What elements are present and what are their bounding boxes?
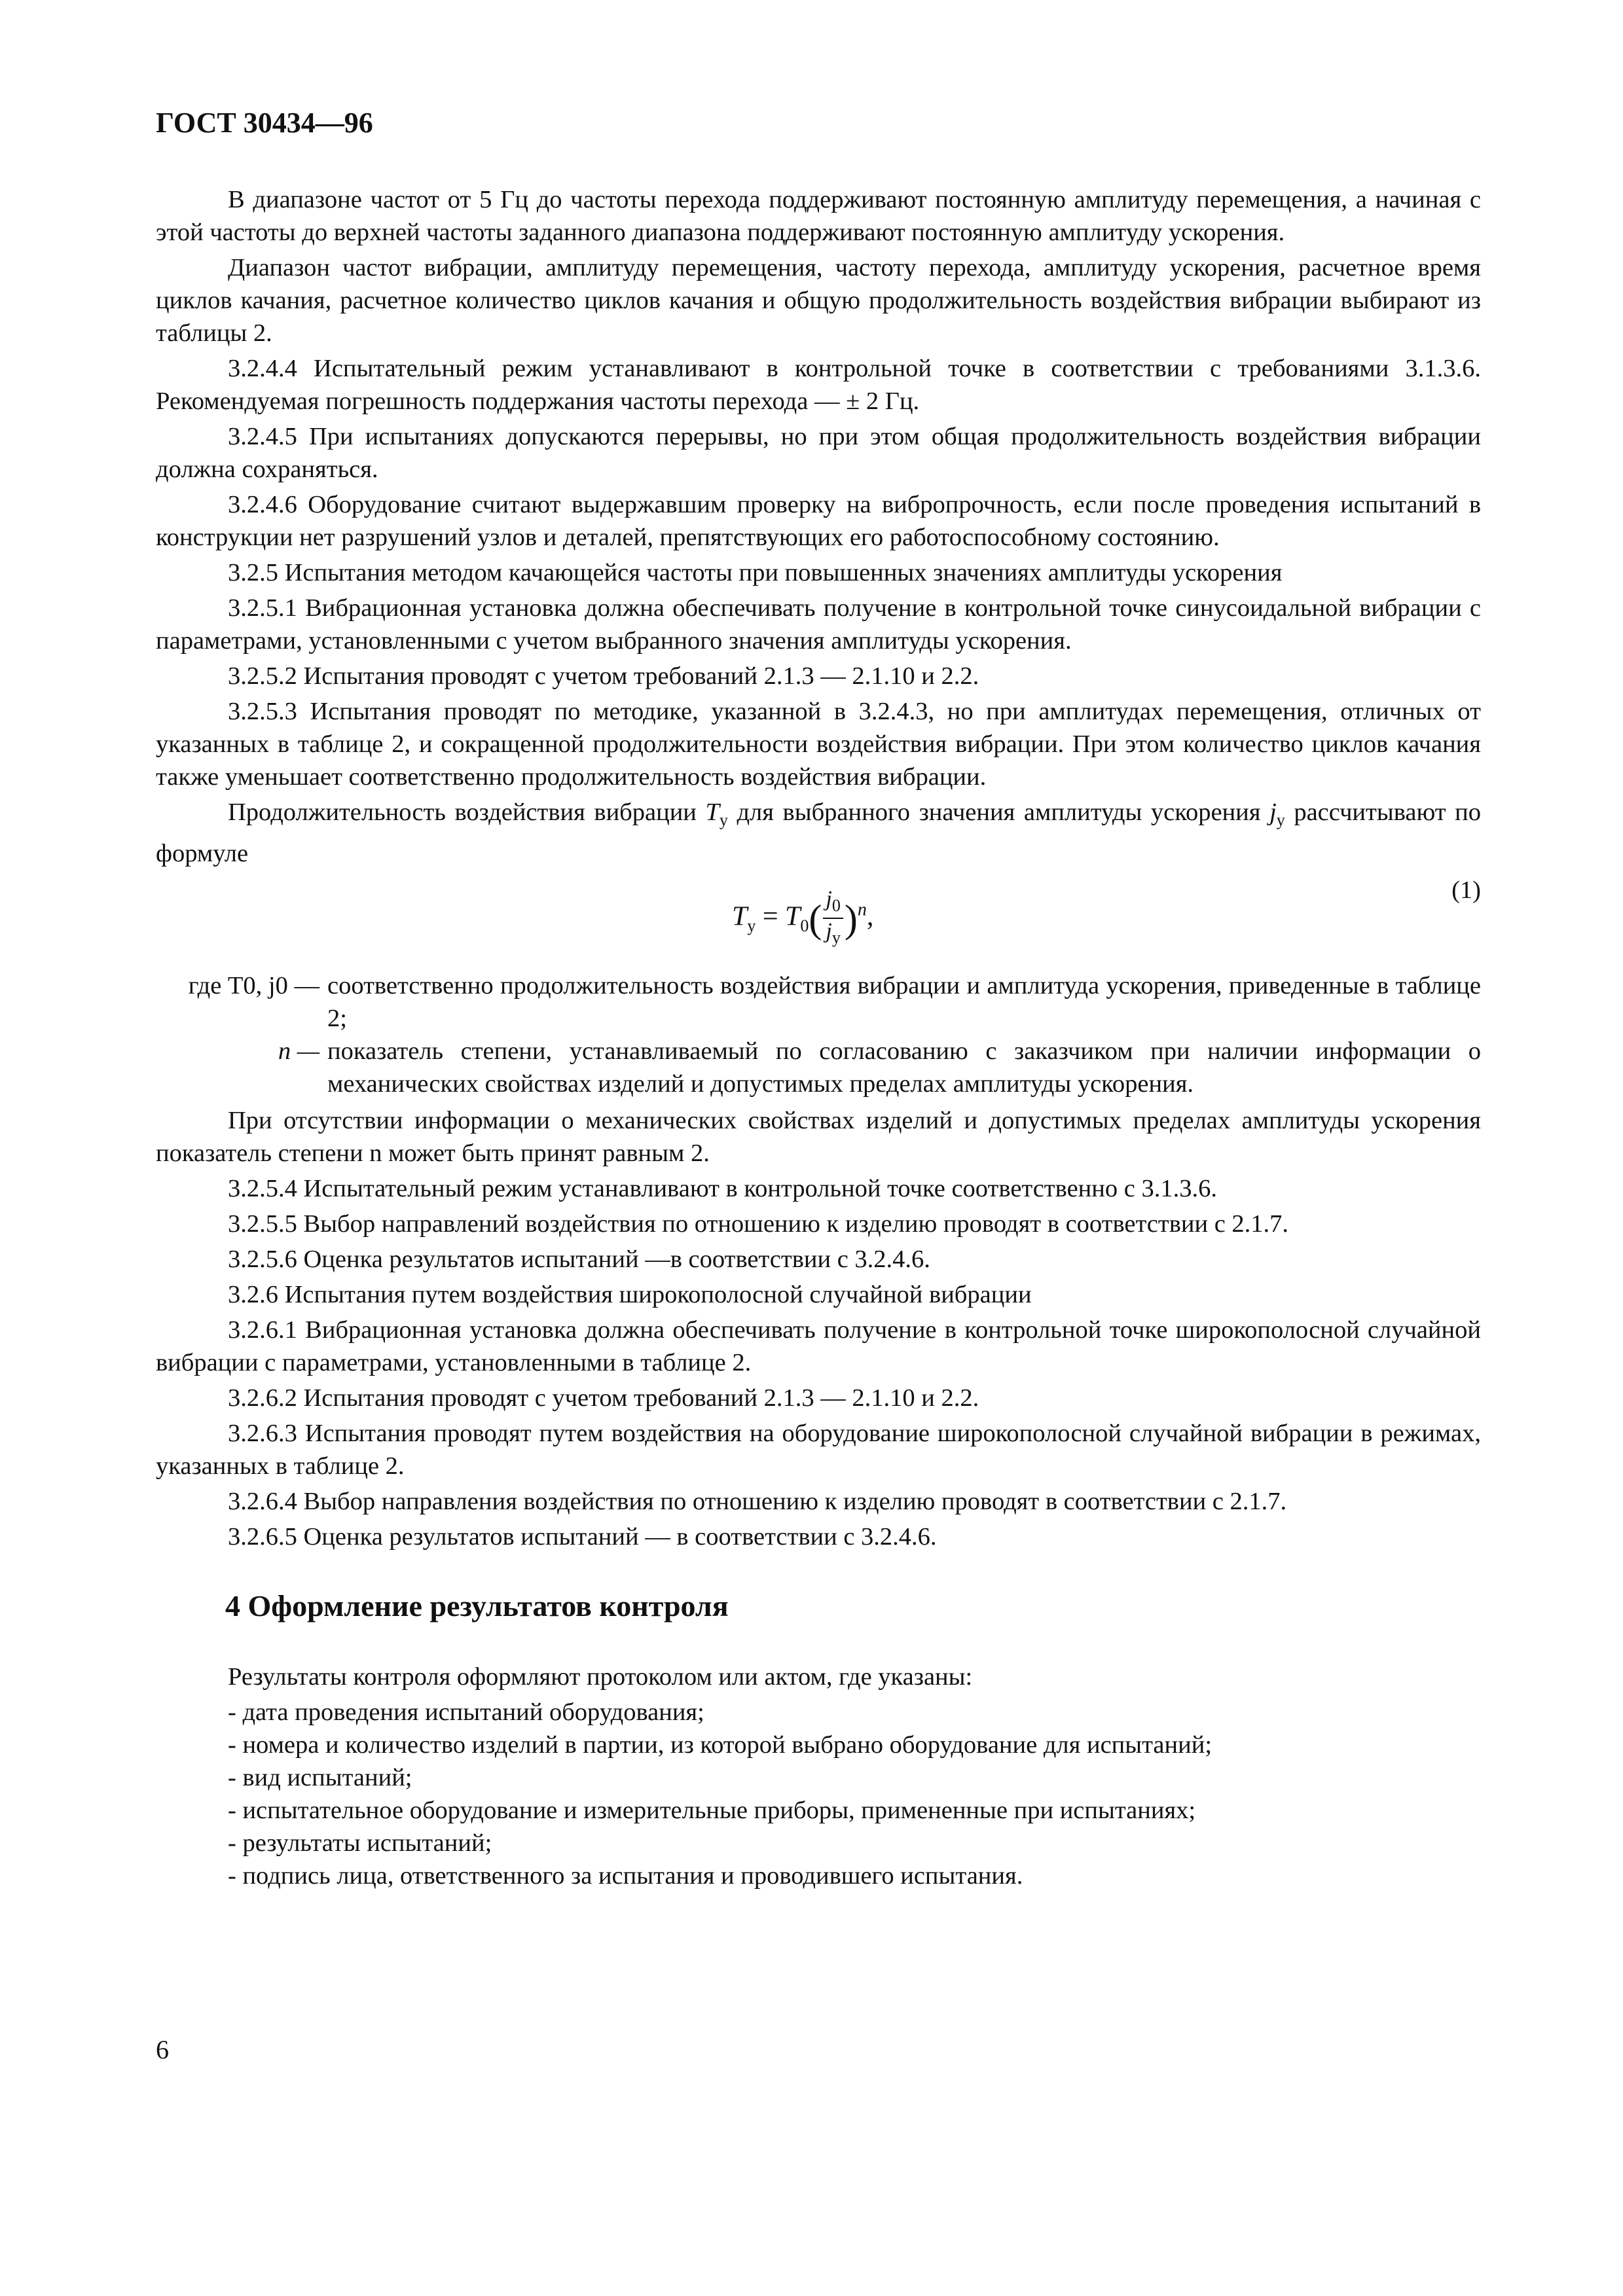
definition-item — [156, 1035, 1481, 1100]
definitions-list — [156, 969, 1481, 1100]
paragraph: 3.2.5.6 Оценка результатов испытаний —в соответствии с 3.2.4.6. — [228, 1245, 930, 1273]
denominator-var: j — [826, 919, 832, 944]
paragraph: 3.2.6.1 Вибрационная установка должна обеспечивать получение в контрольной точке широкополосной случайной вибрации с параметрами, установленными в таблице 2. — [156, 1316, 1481, 1376]
paragraph: При отсутствии информации о механических свойствах изделий и допустимых пределах амплитуды ускорения показатель степени n может быть принят равным 2. — [156, 1106, 1481, 1167]
intro-text: Продолжительность воздействия вибрации — [228, 798, 706, 826]
paragraph: Диапазон частот вибрации, амплитуду перемещения, частоту перехода, амплитуду ускорения, расчетное время циклов качания, расчетное количество циклов качания и общую продолжительность воздействия вибрации выбирают из таблицы 2. — [156, 254, 1481, 347]
intro-text: рассчитывают по формуле — [156, 798, 1481, 867]
paragraph: 3.2.6.5 Оценка результатов испытаний — в соответствии с 3.2.4.6. — [228, 1522, 937, 1551]
definition-term: n — — [278, 1037, 319, 1065]
formula-expression — [732, 887, 873, 951]
paragraph: 3.2.5.1 Вибрационная установка должна обеспечивать получение в контрольной точке синусоидальной вибрации с параметрами, установленными с учетом выбранного значения амплитуды ускорения. — [156, 594, 1481, 655]
definition-text: соответственно продолжительность воздействия вибрации и амплитуда ускорения, приведенные в таблице 2; — [327, 971, 1481, 1032]
paragraph: В диапазоне частот от 5 Гц до частоты перехода поддерживают постоянную амплитуду перемещения, а начиная с этой частоты до верхней частоты заданного диапазона поддерживают постоянную амплитуду ускорения. — [156, 186, 1481, 246]
section-4-intro: Результаты контроля оформляют протоколом или актом, где указаны: — [228, 1662, 973, 1691]
list-item: - подпись лица, ответственного за испытания и проводившего испытания. — [228, 1861, 1023, 1890]
fraction-numerator — [823, 887, 843, 920]
paragraph: 3.2.4.5 При испытаниях допускаются перерывы, но при этом общая продолжительность воздействия вибрации должна сохраняться. — [156, 423, 1481, 483]
numerator-var: j — [826, 886, 832, 911]
formula-exponent: n — [857, 899, 867, 920]
var-T: T — [705, 798, 720, 826]
fraction-denominator — [823, 919, 843, 950]
formula-lhs: T — [732, 901, 748, 932]
paragraph: 3.2.5.4 Испытательный режим устанавливают в контрольной точке соответственно с 3.1.3.6. — [228, 1174, 1217, 1202]
paragraph: 3.2.5 Испытания методом качающейся частоты при повышенных значениях амплитуды ускорения — [228, 559, 1283, 586]
denominator-sub: у — [831, 928, 841, 948]
definition-term: где T0, j0 — — [188, 971, 319, 999]
document-header: ГОСТ 30434—96 — [156, 107, 373, 139]
section-4-title: 4 Оформление результатов контроля — [225, 1588, 729, 1623]
paragraph: 3.2.6.3 Испытания проводят путем воздействия на оборудование широкополосной случайной вибрации в режимах, указанных в таблице 2. — [156, 1419, 1481, 1480]
list-item: - испытательное оборудование и измерительные приборы, примененные при испытаниях; — [228, 1796, 1196, 1824]
formula-t0-sub: 0 — [800, 916, 809, 935]
paragraph: 3.2.4.4 Испытательный режим устанавливают в контрольной точке в соответствии с требованиями 3.1.3.6. Рекомендуемая погрешность поддержания частоты перехода — ± 2 Гц. — [156, 355, 1481, 415]
formula-equals: = — [756, 901, 786, 932]
right-paren: ) — [844, 897, 858, 941]
formula-1 — [156, 874, 1481, 959]
formula-intro — [156, 796, 1481, 870]
bottom-text-block — [156, 1104, 1481, 1553]
left-paren: ( — [809, 897, 822, 941]
formula-lhs-sub: у — [747, 916, 756, 935]
sub-y: у — [719, 810, 728, 830]
sub-y: у — [1276, 810, 1285, 830]
paragraph: 3.2.4.6 Оборудование считают выдержавшим проверку на вибропрочность, если после проведения испытаний в конструкции нет разрушений узлов и деталей, препятствующих его работоспособному состоянию. — [156, 491, 1481, 551]
list-item: - результаты испытаний; — [228, 1829, 492, 1857]
paragraph: 3.2.6.4 Выбор направления воздействия по отношению к изделию проводят в соответствии с 2.1.7. — [228, 1487, 1287, 1515]
paragraph: 3.2.5.3 Испытания проводят по методике, указанной в 3.2.4.3, но при амплитудах перемещения, отличных от указанных в таблице 2, и сокращенной продолжительности воздействия вибрации. При этом количество циклов качания также уменьшает соответственно продолжительность воздействия вибрации. — [156, 698, 1481, 791]
list-item: - дата проведения испытаний оборудования; — [228, 1698, 704, 1726]
definition-text: показатель степени, устанавливаемый по согласованию с заказчиком при наличии информации о механических свойствах изделий и допустимых пределах амплитуды ускорения. — [327, 1037, 1481, 1098]
paragraph: 3.2.6 Испытания путем воздействия широкополосной случайной вибрации — [228, 1280, 1032, 1308]
list-item: - вид испытаний; — [228, 1763, 412, 1791]
definition-item — [156, 969, 1481, 1035]
formula-fraction — [823, 887, 843, 951]
top-text-block — [156, 183, 1481, 793]
page-number: 6 — [156, 2035, 169, 2064]
document-page — [156, 105, 1481, 1892]
intro-text: для выбранного значения амплитуды ускорения — [727, 798, 1270, 826]
paragraph: 3.2.5.2 Испытания проводят с учетом требований 2.1.3 — 2.1.10 и 2.2. — [228, 662, 979, 690]
formula-t0: T — [785, 901, 801, 932]
section-4-list — [156, 1696, 1481, 1892]
formula-number: (1) — [1451, 876, 1481, 904]
numerator-sub: 0 — [831, 895, 841, 915]
formula-comma: , — [866, 901, 874, 932]
list-item: - номера и количество изделий в партии, из которой выбрано оборудование для испытаний; — [228, 1731, 1213, 1759]
paragraph: 3.2.5.5 Выбор направлений воздействия по отношению к изделию проводят в соответствии с 2.1.7. — [228, 1210, 1289, 1238]
var-j: j — [1269, 798, 1277, 826]
paragraph: 3.2.6.2 Испытания проводят с учетом требований 2.1.3 — 2.1.10 и 2.2. — [228, 1384, 979, 1412]
